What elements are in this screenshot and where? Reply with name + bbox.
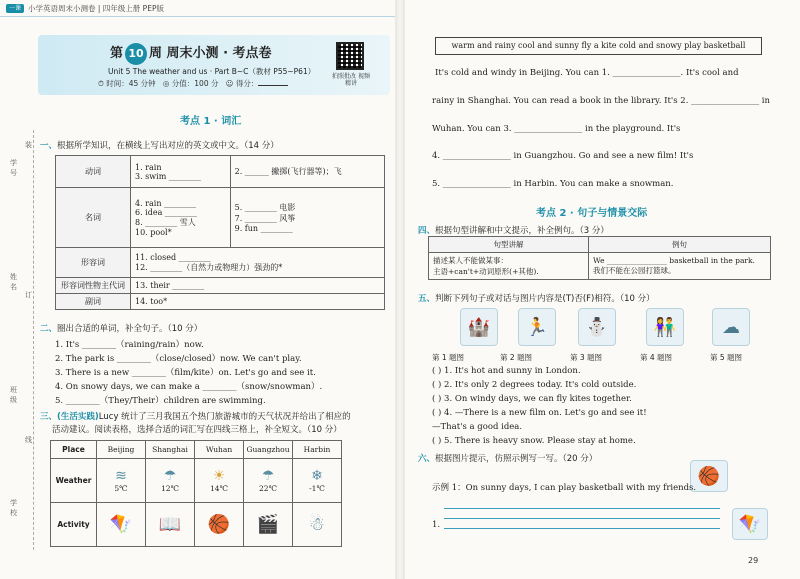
passage-line[interactable]: It's cold and windy in Beijing. You can 1. ________________. It's cool and xyxy=(435,68,739,78)
example-en: We ________________ basketball in the park. xyxy=(593,256,755,265)
section-title-sentences: 考点 2 · 句子与情景交际 xyxy=(536,208,648,219)
write-line[interactable] xyxy=(444,528,720,529)
time-limit: 时间：45 分钟 xyxy=(106,79,156,88)
q6-picture-icon: 🪁 xyxy=(732,508,768,540)
qr-code[interactable] xyxy=(336,42,364,70)
kite-icon: 🪁 xyxy=(97,503,146,547)
meta-line xyxy=(98,78,288,89)
table-header: 例句 xyxy=(589,237,771,253)
q2-text: 圈出合适的单词，补全句子。（10 分） xyxy=(57,324,203,334)
basketball-icon: 🏀 xyxy=(195,503,244,547)
table-header: Beijing xyxy=(97,441,146,459)
q6-number: 1. xyxy=(432,520,441,530)
tf-line[interactable]: ( ) 2. It's only 2 degrees today. It's cold outside. xyxy=(432,380,637,390)
passage-line[interactable]: 5. ________________ in Harbin. You can make a snowman. xyxy=(432,179,674,189)
tf-line[interactable]: ( ) 1. It's hot and sunny in London. xyxy=(432,366,581,376)
section-title-vocab: 考点 1 · 词汇 xyxy=(180,116,242,127)
tf-line[interactable]: ( ) 4. —There is a new film on. Let's go and see it! xyxy=(432,408,647,418)
title-prefix: 第 xyxy=(110,46,124,61)
vocab-item: 10. pool* xyxy=(135,227,172,237)
pattern-cell xyxy=(429,253,589,280)
pic-caption: 第 2 题图 xyxy=(500,353,533,362)
q2-num: 二、 xyxy=(40,324,58,334)
passage-line[interactable]: 4. ________________ in Guangzhou. Go and see a new film! It's xyxy=(432,151,694,161)
got-icon: ☺ xyxy=(225,79,234,88)
page-number: 29 xyxy=(748,556,759,565)
q6-text: 根据图片提示，仿照示例写一写。（20 分） xyxy=(435,454,598,464)
rain-icon: ☂ xyxy=(163,468,177,484)
table-header: Guangzhou xyxy=(244,441,293,459)
snow-scene-icon: ⛄ xyxy=(578,308,616,346)
cut-line xyxy=(33,130,34,550)
word-bank: warm and rainy cool and sunny fly a kite cold and snowy play basketball xyxy=(435,37,762,55)
pic-caption: 第 1 题图 xyxy=(432,353,465,362)
example-zh: 我们不能在公园打篮球。 xyxy=(593,266,676,275)
tower-icon: 🏰 xyxy=(460,308,498,346)
title-suffix: 周 周末小测 · 考点卷 xyxy=(149,46,272,61)
snow-icon: ❄ xyxy=(311,468,323,484)
rain-icon: ☂ xyxy=(261,468,275,484)
wind-icon: ≋ xyxy=(115,468,127,484)
vocab-item: 6. idea ________ xyxy=(135,207,197,217)
vocab-cell[interactable]: 13. their ________ xyxy=(131,278,385,294)
pic-caption: 第 3 题图 xyxy=(570,353,603,362)
table-header: Harbin xyxy=(293,441,342,459)
write-line[interactable] xyxy=(444,508,720,509)
table-header: Place xyxy=(51,441,97,459)
q6-heading xyxy=(418,452,597,464)
q1-num: 一、 xyxy=(40,141,58,151)
top-rule xyxy=(0,16,400,17)
q2-line[interactable]: 3. There is a new ________（film/kite）on. Let's go and see it. xyxy=(55,368,316,378)
basketball-kids-icon: 🏀 xyxy=(690,460,728,492)
vocab-cat: 动词 xyxy=(56,156,131,188)
weather-cell xyxy=(244,459,293,503)
q4-text: 根据句型讲解和中文提示，补全例句。（3 分） xyxy=(435,226,609,236)
vocab-cell[interactable] xyxy=(131,188,231,248)
side-label-class: 班级 xyxy=(10,386,17,404)
q3-tag: (生活实践) xyxy=(57,412,99,422)
vocab-item: 12. ________（自然力或物理力）强劲的* xyxy=(135,262,283,272)
pic-caption: 第 4 题图 xyxy=(640,353,673,362)
tf-line: —That's a good idea. xyxy=(432,422,523,432)
q2-line[interactable]: 5. ________（They/Their）children are swimming. xyxy=(55,396,266,406)
series-title: 小学英语周末小测卷 | 四年级上册 PEP版 xyxy=(28,4,164,13)
q4-num: 四、 xyxy=(418,226,436,236)
passage-line[interactable]: Wuhan. You can 3. ________________ in the playground. It's xyxy=(432,124,681,134)
table-header: Shanghai xyxy=(146,441,195,459)
vocab-item: 5. ________ 电影 xyxy=(234,203,296,212)
vocab-item: 1. rain xyxy=(135,162,162,172)
q3-heading xyxy=(40,410,351,422)
temp: 12℃ xyxy=(161,484,179,493)
weather-cell xyxy=(146,459,195,503)
film-icon: 🎬 xyxy=(244,503,293,547)
vocab-item: 9. fun ________ xyxy=(234,224,293,233)
q2-heading xyxy=(40,322,202,334)
side-label-school: 学校 xyxy=(10,499,17,517)
tf-line[interactable]: ( ) 3. On windy days, we can fly kites together. xyxy=(432,394,632,404)
score-blank[interactable] xyxy=(258,85,288,86)
side-label-id: 学号 xyxy=(10,159,17,177)
friends-icon: 👫 xyxy=(646,308,684,346)
score-icon: ◎ xyxy=(162,79,170,88)
weather-cell xyxy=(195,459,244,503)
example-cell[interactable] xyxy=(589,253,771,280)
pattern-formula: 主语+can't+动词原形(+其他). xyxy=(433,267,539,276)
week-number: 10 xyxy=(125,43,147,65)
clock-icon: ⏱ xyxy=(98,79,104,88)
q3-num: 三、 xyxy=(40,412,58,422)
qr-caption: 拍照批改 视频精讲 xyxy=(332,73,370,87)
temp: -1℃ xyxy=(309,484,325,493)
table-header: 句型讲解 xyxy=(429,237,589,253)
sun-icon: ☀ xyxy=(212,468,226,484)
vocab-item: 4. rain ________ xyxy=(135,198,197,208)
vocab-item: 11. closed ________ xyxy=(135,252,211,262)
example-sentence: 示例 1：On sunny days, I can play basketball with my friends. xyxy=(432,483,697,493)
row-label-weather: Weather xyxy=(51,459,97,503)
write-line[interactable] xyxy=(444,518,720,519)
vocab-item: 3. swim ________ xyxy=(135,171,201,181)
brand-tab: 一课 xyxy=(6,4,24,13)
passage-line[interactable]: rainy in Shanghai. You can read a book in the library. It's 2. ________________ in xyxy=(432,96,770,106)
temp: 5℃ xyxy=(114,484,128,493)
page-gutter xyxy=(395,0,405,579)
vocab-cat: 形容词 xyxy=(56,248,131,278)
weather-cell xyxy=(97,459,146,503)
weather-cell xyxy=(293,459,342,503)
vocab-item: 2. ______ 撇掷(飞行器等)；飞 xyxy=(234,167,342,176)
q3-text: Lucy 统计了三月我国五个热门旅游城市的天气状况并给出了相应的 xyxy=(98,412,351,422)
side-label-name: 姓名 xyxy=(10,273,17,291)
weather-table xyxy=(50,440,342,547)
temp: 22℃ xyxy=(259,484,277,493)
score-total: 分值：100 分 xyxy=(171,79,219,88)
row-label-activity: Activity xyxy=(51,503,97,547)
cut-mark-3: 线 xyxy=(25,436,32,444)
vocab-cat: 形容词性物主代词 xyxy=(56,278,131,294)
tf-line[interactable]: ( ) 5. There is heavy snow. Please stay at home. xyxy=(432,436,636,446)
q6-num: 六、 xyxy=(418,454,436,464)
vocab-item: 7. ________ 风筝 xyxy=(234,214,296,223)
week-title xyxy=(110,42,272,65)
vocab-cat: 名词 xyxy=(56,188,131,248)
pattern-table xyxy=(428,236,771,280)
q5-heading xyxy=(418,292,655,304)
kids-kite-icon: 🏃 xyxy=(518,308,556,346)
score-got: 得分： xyxy=(235,79,259,88)
pic-caption: 第 5 题图 xyxy=(710,353,743,362)
vocab-cell[interactable] xyxy=(131,156,231,188)
vocab-cell[interactable] xyxy=(131,248,385,278)
cut-mark-1: 装 xyxy=(25,141,32,149)
pattern-desc: 描述某人不能做某事： xyxy=(433,256,508,265)
vocab-cell[interactable] xyxy=(230,156,384,188)
q5-num: 五、 xyxy=(418,294,436,304)
q1-heading xyxy=(40,139,279,151)
q4-heading xyxy=(418,224,609,236)
q3-text-2: 活动建议。阅读表格，选择合适的词汇写在四线三格上，补全短文。（10 分） xyxy=(52,425,342,435)
snowman-icon: ☃ xyxy=(293,503,342,547)
cloud-icon: ☁ xyxy=(712,308,750,346)
q2-line[interactable]: 2. The park is ________（close/closed）now. We can't play. xyxy=(55,354,302,364)
vocab-cell[interactable] xyxy=(230,188,384,248)
book-icon: 📖 xyxy=(146,503,195,547)
vocab-item: 8. ________ 雪人 xyxy=(135,217,196,227)
vocab-cell[interactable]: 14. too* xyxy=(131,294,385,310)
table-header: Wuhan xyxy=(195,441,244,459)
q5-text: 判断下列句子或对话与图片内容是(T)否(F)相符。（10 分） xyxy=(435,294,655,304)
vocab-cat: 副词 xyxy=(56,294,131,310)
q2-line[interactable]: 1. It's ________（raining/rain）now. xyxy=(55,340,204,350)
temp: 14℃ xyxy=(210,484,228,493)
vocab-table xyxy=(55,155,385,310)
cut-mark-2: 订 xyxy=(25,291,32,299)
q2-line[interactable]: 4. On snowy days, we can make a ________（snow/snowman）. xyxy=(55,382,323,392)
unit-line: Unit 5 The weather and us · Part B~C（教材 P55~P61） xyxy=(108,67,316,76)
q1-text: 根据所学知识，在横线上写出对应的英文或中文。（14 分） xyxy=(57,141,279,151)
